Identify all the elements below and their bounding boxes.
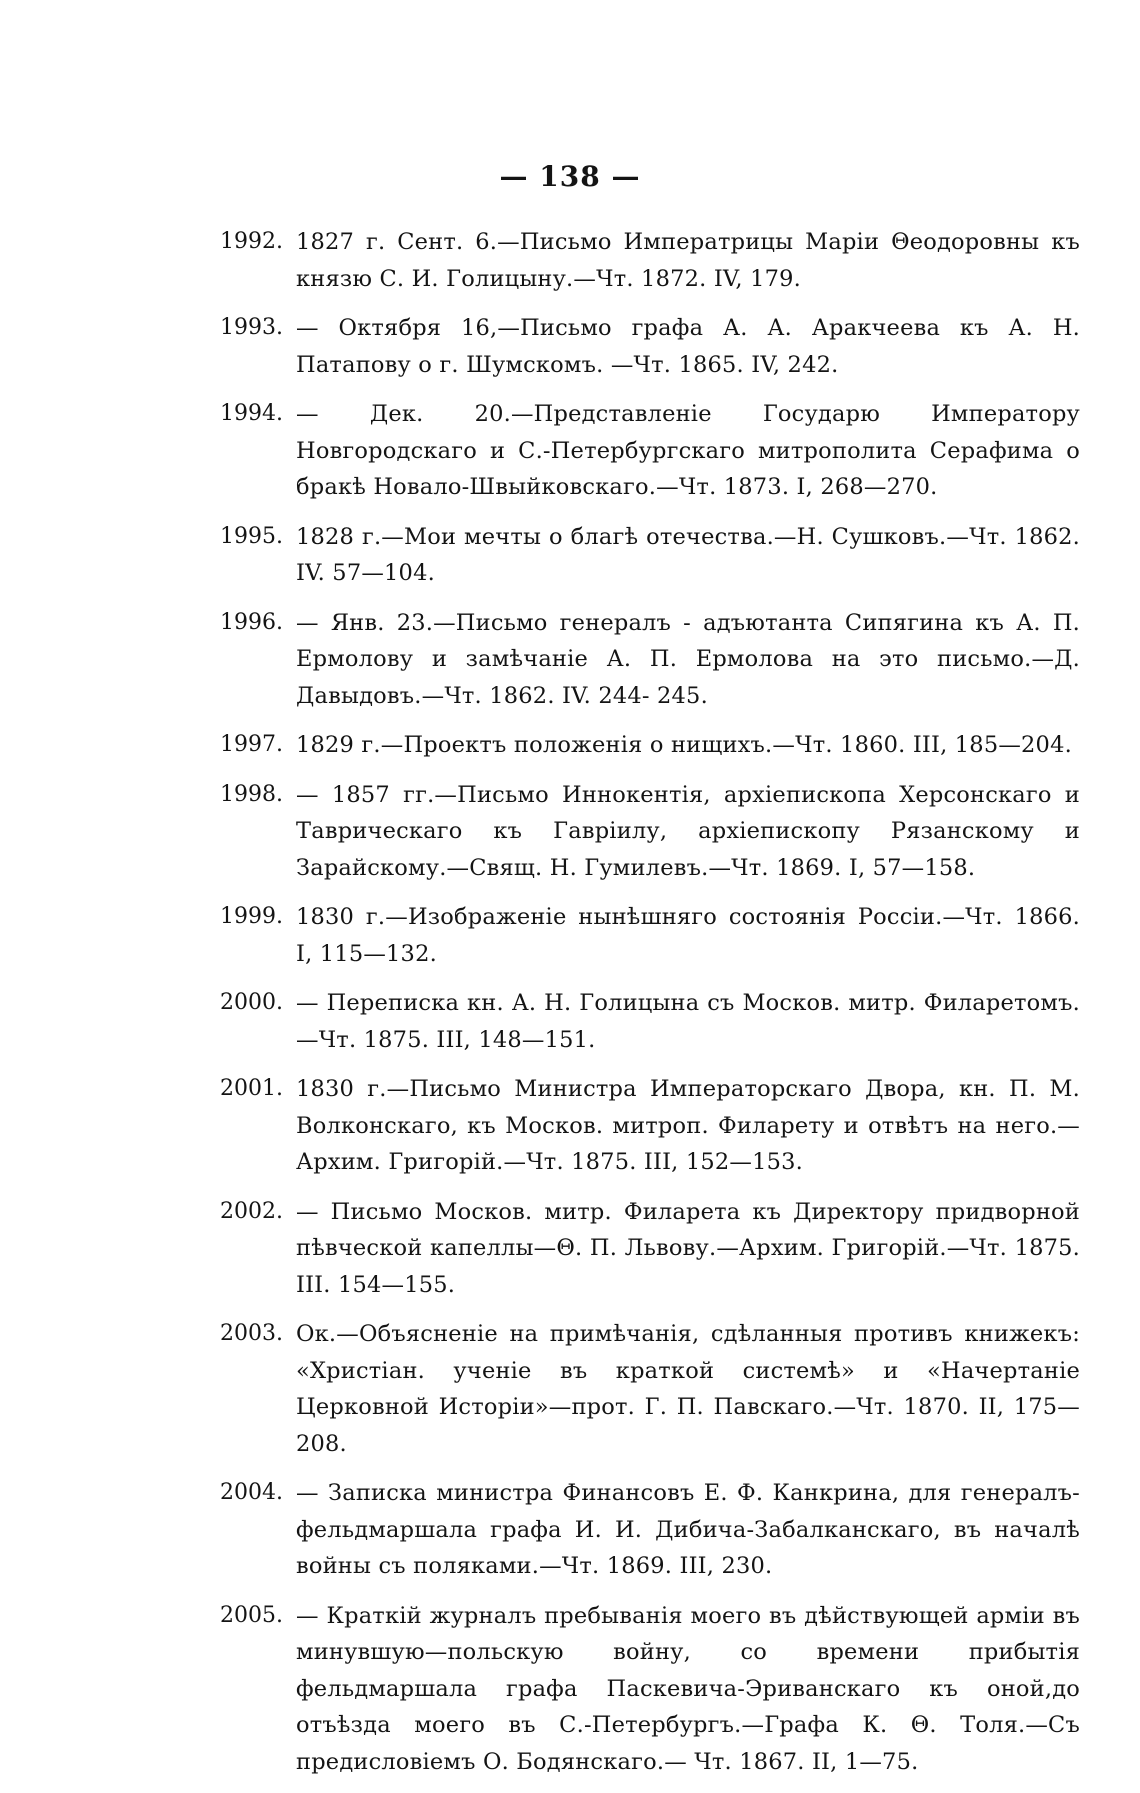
entry-number: 2005. <box>220 1602 283 1628</box>
page-number: — 138 — <box>499 160 641 193</box>
entry-number: 1996. <box>220 609 283 635</box>
entry-text: — Переписка кн. А. Н. Голицына съ Москов. митр. Филаретомъ. —Чт. 1875. III, 148—151. <box>296 990 1080 1053</box>
entry-number: 1999. <box>220 904 283 929</box>
entry-number: 1994. <box>220 401 283 426</box>
bibliography-entry <box>220 1071 1080 1181</box>
entry-number: 2004. <box>220 1480 283 1505</box>
bibliography-entry <box>220 985 1080 1058</box>
entry-number: 1995. <box>220 523 283 549</box>
bibliography-entry <box>220 899 1080 972</box>
entry-text: — 1857 гг.—Письмо Иннокентія, архіепископа Херсонскаго и Таврическаго къ Гаврiилу, архіепископу Рязанскому и Зарайскому.—Свящ. Н. Гумилевъ.—Чт. 1869. I, 57—158. <box>296 781 1080 881</box>
entry-text: 1827 г. Сент. 6.—Письмо Императрицы Маріи Θеодоровны къ князю С. И. Голицыну.—Чт. 1872. IV, 179. <box>296 229 1080 292</box>
entry-text: 1829 г.—Проектъ положенія о нищихъ.—Чт. 1860. III, 185—204. <box>296 732 1072 758</box>
entry-text: — Записка министра Финансовъ Е. Ф. Канкрина, для генералъ-фельдмаршала графа И. И. Дибича-Забалканскаго, въ началѣ войны съ поляками.—Чт. 1869. III, 230. <box>296 1480 1080 1579</box>
entry-text: 1828 г.—Мои мечты о благѣ отечества.—Н. Сушковъ.—Чт. 1862. IV. 57—104. <box>296 523 1080 586</box>
entry-number: 1993. <box>220 315 283 340</box>
bibliography-entry <box>220 1316 1080 1462</box>
entry-number: 1998. <box>220 781 283 807</box>
bibliography-entry <box>220 310 1080 383</box>
bibliography-list <box>220 224 1080 1793</box>
entry-text: 1830 г.—Письмо Министра Императорскаго Двора, кн. П. М. Волконскаго, къ Москов. митроп. Филарету и отвѣтъ на него.— Архим. Григорій.—Чт. 1875. III, 152—153. <box>296 1076 1080 1175</box>
entry-text: — Янв. 23.—Письмо генералъ - адъютанта Сипягина къ А. П. Ермолову и замѣчаніе А. П. Ермолова на это письмо.—Д. Давыдовъ.—Чт. 1862. IV. 244- 245. <box>296 609 1080 709</box>
entry-text: — Краткій журналъ пребыванія моего въ дѣйствующей арміи въ минувшую—польскую войну, со времени прибытія фельдмаршала графа Паскевича-Эриванскаго къ оной,до отъѣзда моего въ С.-Петербургъ.—Графа К. Θ. Толя.—Съ предисловіемъ О. Бодянскаго.— Чт. 1867. II, 1—75. <box>296 1602 1080 1775</box>
entry-text: 1830 г.—Изображеніе нынѣшняго состоянія Россіи.—Чт. 1866. I, 115—132. <box>296 904 1080 967</box>
bibliography-entry <box>220 727 1080 764</box>
entry-number: 2002. <box>220 1198 283 1224</box>
bibliography-entry <box>220 1598 1080 1781</box>
bibliography-entry <box>220 1475 1080 1585</box>
entry-text: Ок.—Объясненіе на примѣчанія, сдѣланныя противъ книжекъ: «Христіан. ученіе въ краткой системѣ» и «Начертаніе Церковной Исторіи»—прот. Г. П. Павскаго.—Чт. 1870. II, 175—208. <box>296 1321 1080 1457</box>
entry-text: — Письмо Москов. митр. Филарета къ Директору придворной пѣвческой капеллы—Θ. П. Львову.—Архим. Григорій.—Чт. 1875. III. 154—155. <box>296 1198 1080 1298</box>
bibliography-entry <box>220 224 1080 297</box>
bibliography-entry <box>220 519 1080 592</box>
bibliography-entry <box>220 396 1080 506</box>
entry-number: 2000. <box>220 990 283 1015</box>
entry-number: 1997. <box>220 732 283 757</box>
entry-number: 2003. <box>220 1321 283 1346</box>
bibliography-entry <box>220 1194 1080 1304</box>
entry-text: — Дек. 20.—Представленіе Государю Императору Новгородскаго и С.-Петербургскаго митрополита Серафима о бракѣ Новало-Швыйковскаго.—Чт. 1873. I, 268—270. <box>296 401 1080 500</box>
bibliography-entry <box>220 777 1080 887</box>
entry-text: — Октября 16,—Письмо графа А. А. Аракчеева къ А. Н. Патапову о г. Шумскомъ. —Чт. 1865. IV, 242. <box>296 315 1080 378</box>
entry-number: 2001. <box>220 1076 283 1101</box>
bibliography-entry <box>220 605 1080 715</box>
entry-number: 1992. <box>220 229 283 254</box>
